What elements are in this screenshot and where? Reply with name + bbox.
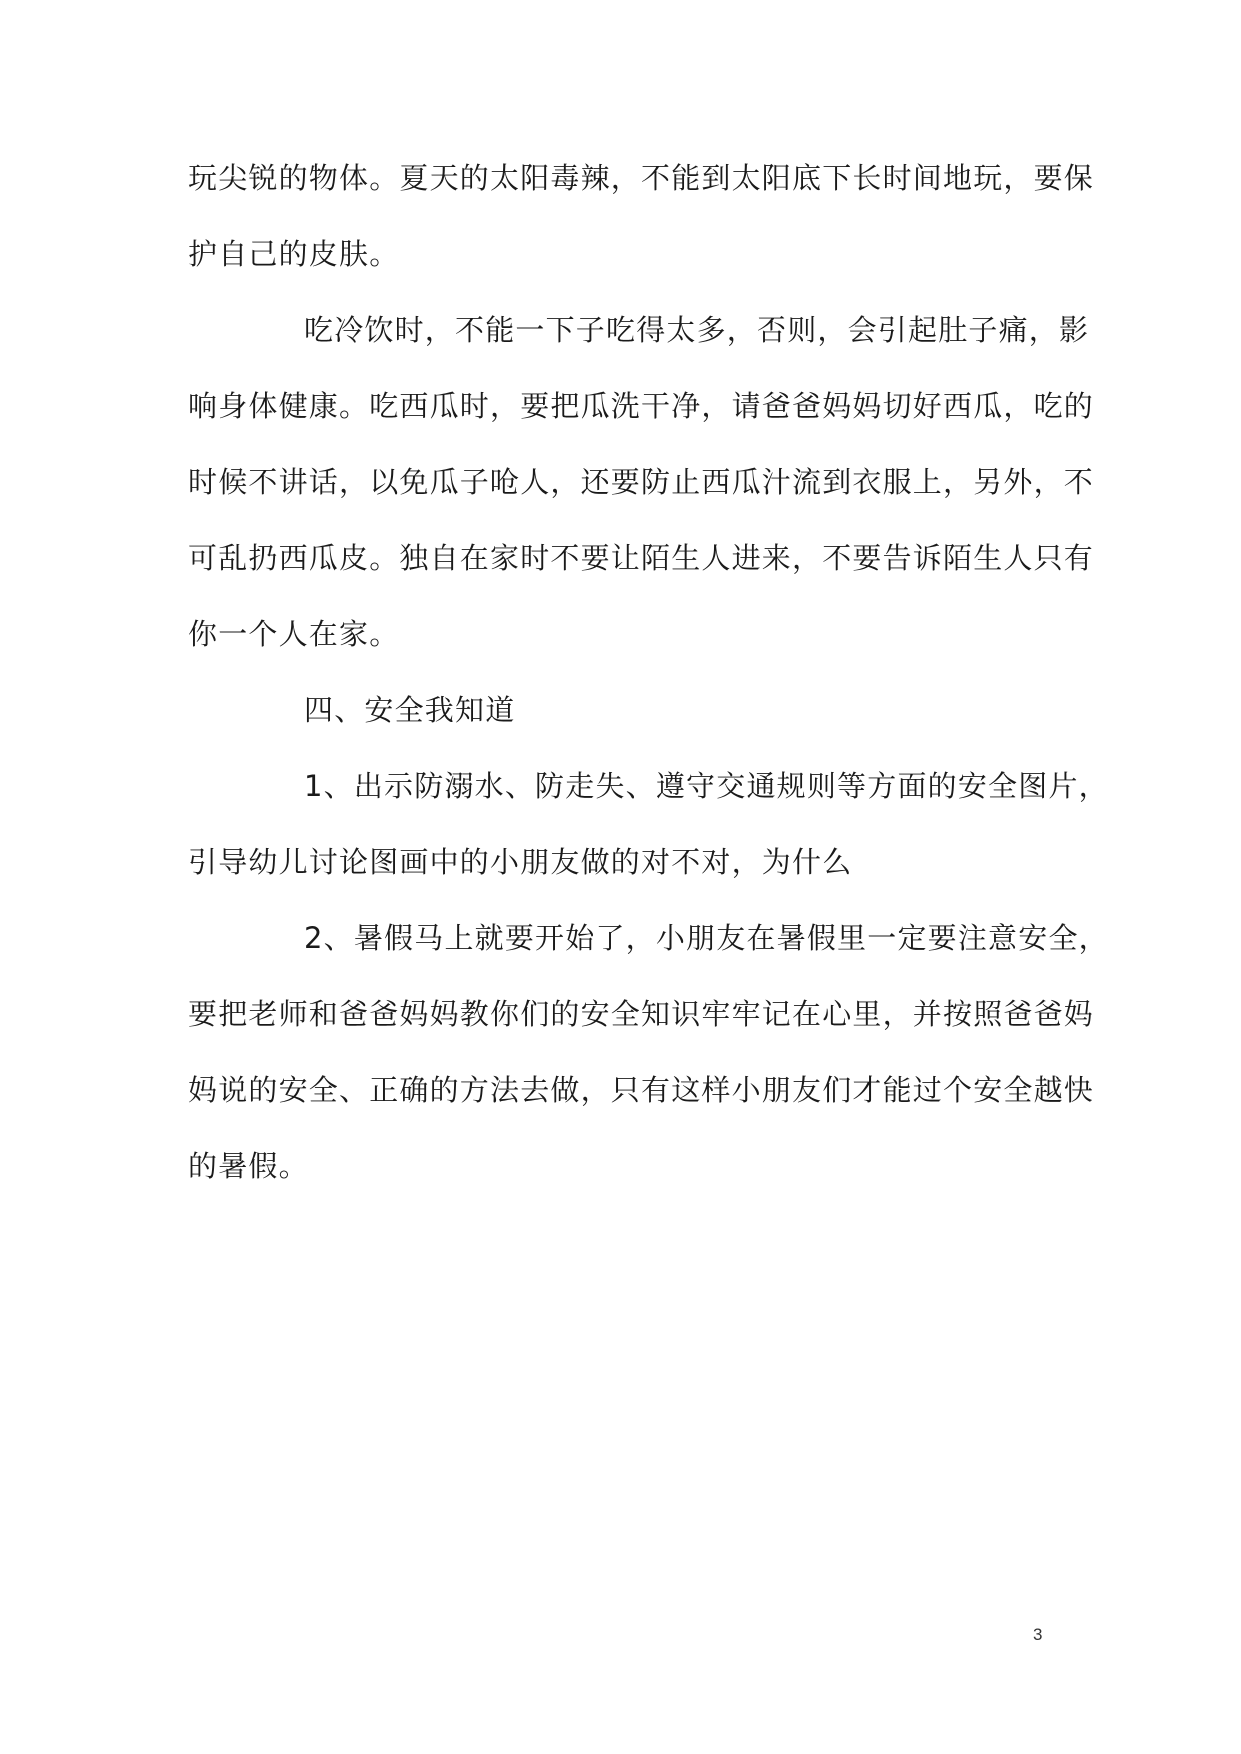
paragraph-start: 吃冷饮时，不能一下子吃得太多，否则，会引起肚子痛，影 <box>304 313 1090 347</box>
text-line: 你一个人在家。 <box>188 617 400 651</box>
text-line: 妈说的安全、正确的方法去做，只有这样小朋友们才能过个安全越快 <box>188 1073 1095 1107</box>
page-number: 3 <box>1033 1625 1043 1644</box>
list-item-1: 1、出示防溺水、防走失、遵守交通规则等方面的安全图片， <box>304 769 1109 803</box>
text-line: 引导幼儿讨论图画中的小朋友做的对不对，为什么 <box>188 845 853 879</box>
document-body <box>188 140 1109 1204</box>
text-line: 玩尖锐的物体。夏天的太阳毒辣，不能到太阳底下长时间地玩，要保 <box>188 161 1095 195</box>
text-line: 要把老师和爸爸妈妈教你们的安全知识牢牢记在心里，并按照爸爸妈 <box>188 997 1095 1031</box>
text-line: 时候不讲话，以免瓜子呛人，还要防止西瓜汁流到衣服上，另外，不 <box>188 465 1095 499</box>
text-line: 响身体健康。吃西瓜时，要把瓜洗干净，请爸爸妈妈切好西瓜，吃的 <box>188 389 1095 423</box>
list-item-2: 2、暑假马上就要开始了，小朋友在暑假里一定要注意安全， <box>304 921 1109 955</box>
text-line: 的暑假。 <box>188 1149 309 1183</box>
section-heading: 四、安全我知道 <box>304 693 516 727</box>
text-line: 护自己的皮肤。 <box>188 237 400 271</box>
text-line: 可乱扔西瓜皮。独自在家时不要让陌生人进来，不要告诉陌生人只有 <box>188 541 1095 575</box>
